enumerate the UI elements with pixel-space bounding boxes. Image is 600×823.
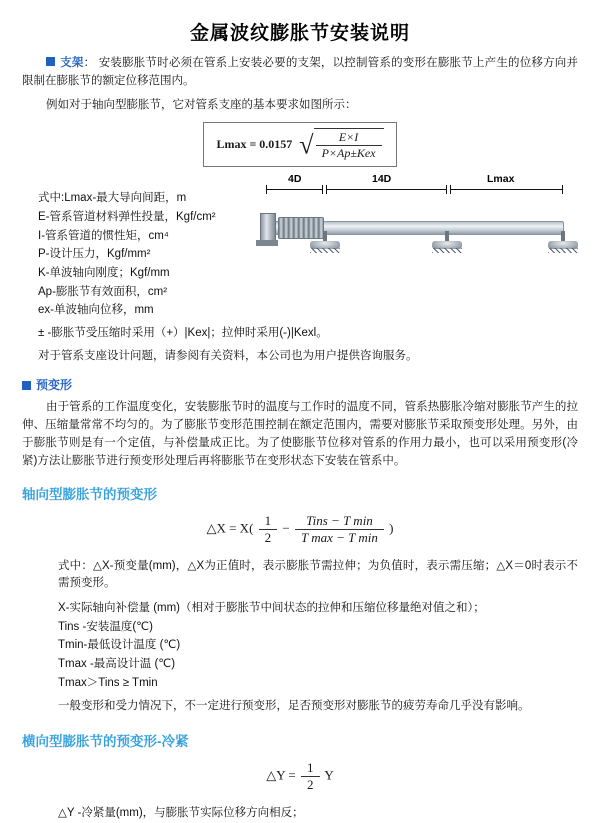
figure-label-14d: 14D xyxy=(372,173,392,186)
support-spacing-figure xyxy=(252,173,572,281)
dimension-line-lmax xyxy=(450,189,562,190)
blue-square-bullet-icon xyxy=(46,57,55,66)
legend-item: Tins -安装温度(℃) xyxy=(58,620,153,633)
formula-delta-x-rhs: ) xyxy=(389,519,394,535)
legend-item: Tmax -最高设计温 (℃) xyxy=(58,658,176,670)
legend-item: Ap-膨胀节有效面积，cm² xyxy=(38,285,168,298)
formula-lmax xyxy=(203,122,396,167)
sqrt-icon: √ $\frac{E\times I}{\text{P×Ap±Kex}}$ xyxy=(299,128,383,161)
formula-lmax-numerator: E×I xyxy=(316,130,382,146)
formula-delta-y-lhs: △Y = xyxy=(266,767,296,783)
dimension-tick xyxy=(446,185,447,194)
section-1-legend-note xyxy=(38,324,578,343)
formula-delta-y-half xyxy=(301,760,320,793)
figure-label-lmax: Lmax xyxy=(487,173,515,186)
formula-half-denominator: 2 xyxy=(307,777,314,793)
dimension-tick xyxy=(326,185,327,194)
formula-half-denominator: 2 xyxy=(264,529,272,545)
formula-lmax-fraction xyxy=(316,130,382,161)
section-2-paragraph-1: 由于管系的工作温度变化，安装膨胀节时的温度与工作时的温度不同，管系热膨胀冷缩对膨胀节产生的拉伸、压缩量常常不均匀的。为了膨胀节变形范围控制在额定范围内，需要对膨胀节采取预变形处理。另外，由于膨胀节则是有一个定值，与补偿量成正比。为了使膨胀节位移对管系的作用力最小，也可以采用预变形(冷紧)方法让膨胀节进行预变形处理后再将膨胀节在变形状态下安装在管系中。 xyxy=(22,401,578,467)
dimension-tick xyxy=(322,185,323,194)
blue-square-bullet-icon xyxy=(22,381,31,390)
page-title: 金属波纹膨胀节安装说明 xyxy=(189,23,410,44)
legend-item: P-设计压力，Kgf/mm² xyxy=(38,248,151,261)
formula-delta-x-lhs: △X = X( xyxy=(206,519,254,535)
section-1-legend xyxy=(38,189,248,319)
legend-item: X-实际轴向补偿量 (mm)（相对于膨胀节中间状态的拉伸和压缩位移量绝对值之和）； xyxy=(58,602,485,615)
legend-item: 式中:Lmax-最大导向间距，m xyxy=(38,192,187,205)
formula-temp-numerator: Tins − T min xyxy=(295,513,384,530)
legend-item: ± -膨胀节受压缩时采用（+）|Kex|；拉伸时采用(-)|Kexl。 xyxy=(38,326,328,339)
anchor-support-graphic xyxy=(260,213,274,253)
section-4-heading: 横向型膨胀节的预变形-冷紧 xyxy=(22,734,189,750)
section-3-heading: 轴向型膨胀节的预变形 xyxy=(22,486,157,502)
formula-lmax-denominator: P×Ap±Kex xyxy=(321,146,376,161)
formula-temperature-ratio xyxy=(295,513,384,546)
section-4-paragraph-1: △Y -冷紧量(mm)，与膨胀节实际位移方向相反； xyxy=(58,807,304,820)
legend-item: K-单波轴向刚度；Kgf/mm xyxy=(38,266,170,279)
formula-delta-x xyxy=(22,513,578,546)
dimension-tick xyxy=(562,185,563,194)
formula-delta-y-rhs: Y xyxy=(324,767,334,783)
formula-temp-denominator: T max − T min xyxy=(301,529,378,545)
guide-support-graphic xyxy=(432,231,462,253)
formula-delta-y xyxy=(22,760,578,793)
figure-label-4d: 4D xyxy=(288,173,302,186)
section-3-paragraph-1: 式中：△X-预变量(mm)，△X为正值时，表示膨胀节需拉伸；为负值时，表示需压缩；△X＝0时表示不需预变形。 xyxy=(58,559,578,590)
dimension-line-14d xyxy=(326,189,446,190)
legend-item: ex-单波轴向位移，mm xyxy=(38,304,154,317)
section-3-paragraph-2: 一般变形和受力情况下，不一定进行预变形，足否预变形对膨胀节的疲劳寿命几乎没有影响。 xyxy=(58,700,530,713)
section-1-intro: 支架： 安装膨胀节时必须在管系上安装必要的支架，以控制管系的变形在膨胀节上产生的位移方向并限制在膨胀节的额定位移范围内。 xyxy=(22,57,579,87)
section-2-heading-row xyxy=(22,376,578,393)
guide-support-graphic xyxy=(310,231,340,253)
formula-delta-x-half xyxy=(259,513,278,546)
formula-half-numerator: 1 xyxy=(301,760,320,777)
dimension-tick xyxy=(266,185,267,194)
formula-lmax-container xyxy=(22,122,578,167)
section-2-heading: 预变形 xyxy=(36,378,73,393)
formula-minus-sign: − xyxy=(282,519,290,535)
section-3-legend xyxy=(58,599,578,692)
dimension-tick xyxy=(450,185,451,194)
legend-item: Tmax＞Tins ≥ Tmin xyxy=(58,676,158,689)
formula-half-numerator: 1 xyxy=(259,513,278,530)
section-1-paragraph-1: 安装膨胀节时必须在管系上安装必要的支架，以控制管系的变形在膨胀节上产生的位移方向并限制在膨胀节的额定位移范围内。 xyxy=(22,57,579,87)
guide-support-graphic xyxy=(548,231,578,253)
section-1-paragraph-2: 例如对于轴向型膨胀节，它对管系支座的基本要求如图所示： xyxy=(46,98,357,111)
dimension-line-4d xyxy=(266,189,322,190)
formula-lmax-lhs: Lmax = 0.0157 xyxy=(216,136,293,151)
legend-item: I-管系管道的惯性矩，cm⁴ xyxy=(38,229,169,242)
section-1-paragraph-3: 对于管系支座设计问题，请参阅有关资料，本公司也为用户提供咨询服务。 xyxy=(38,350,418,363)
section-1-heading: 支架 xyxy=(60,57,84,69)
legend-item: E-管系管道材料弹性投量，Kgf/cm² xyxy=(38,211,216,224)
legend-item: Tmin-最低设计温度 (℃) xyxy=(58,639,181,652)
